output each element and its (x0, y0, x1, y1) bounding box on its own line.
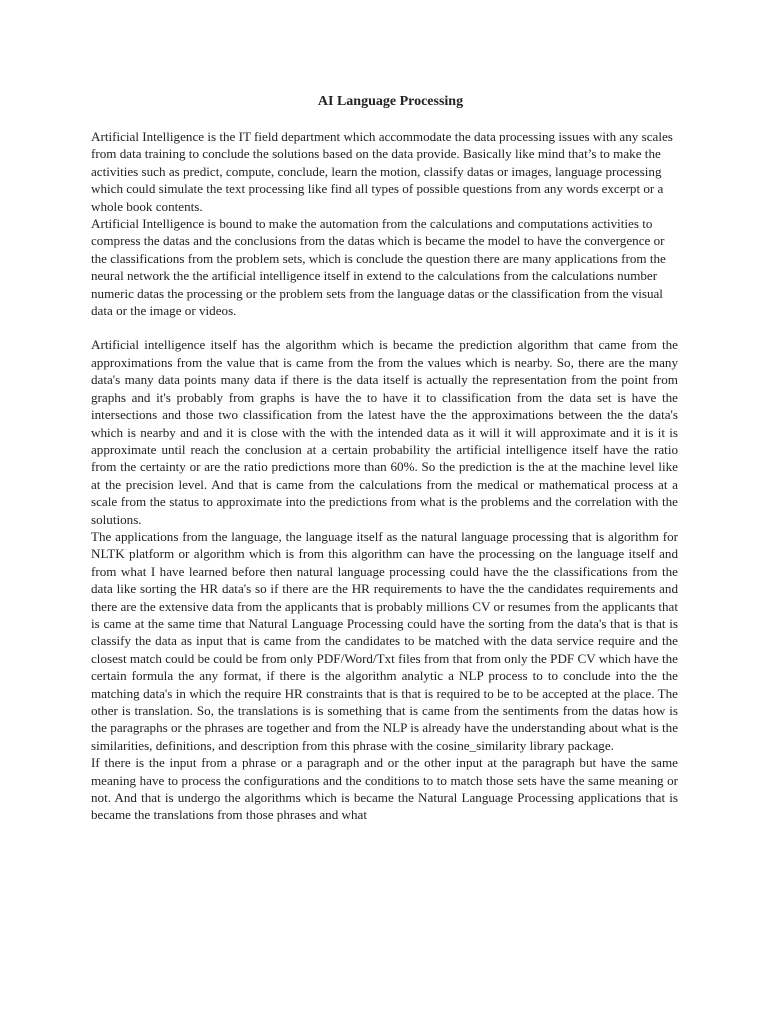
paragraph-ai-intro: Artificial Intelligence is the IT field department which accommodate the data processing issues with any scales from data training to conclude the solutions based on the data provide. Basically like mind that’s to make the activities such as predict, compute, conclude, learn the motion, classify datas or images, language processing which could simulate the text processing like find all types of possible questions from any words excerpt or a whole book contents. (91, 129, 673, 214)
document-title: AI Language Processing (317, 94, 464, 109)
paragraph-gap (91, 319, 678, 336)
paragraph-nlp-applications: The applications from the language, the language itself as the natural language processing that is algorithm for NLTK platform or algorithm which is from this algorithm can have the processing on the language itself and from what I have learned before then natural language processing could have the the classifications from the data like sorting the HR data's so if there are the HR requirements to have the the candidates requirements and there are the extensive data from the applicants that is probably millions CV or resumes from the applicants that is came at the same time that Natural Language Processing could have the sorting from the data's that is that is classify the data as input that is came from the candidates to be matched with the data service require and the closest match could be could be from only PDF/Word/Txt files from that from only the PDF CV which have the certain formula the any format, if there is the algorithm analytic a NLP process to to conclude into the the matching data's in which the require HR constraints that is that is required to be to be accepted at the place. The other is translation. So, the translations is is something that is came from the sentiments from the datas how is the paragraphs or the phrases are together and from the NLP is already have the understanding about what is the similarities, definitions, and description from this phrase with the cosine_similarity library package. (91, 528, 678, 753)
document-page (91, 92, 678, 824)
paragraph-phrase-matching: If there is the input from a phrase or a paragraph and or the other input at the paragraph but have the same meaning have to process the configurations and the conditions to to match those sets have the same meaning or not. And that is undergo the algorithms which is became the Natural Language Processing applications that is became the translations from those phrases and what (91, 755, 678, 823)
paragraph-prediction-algorithm: Artificial intelligence itself has the algorithm which is became the prediction algorithm that came from the approximations from the value that is came from the from the values which is nearby. So, there are the many data's many data points many data if there is the data itself is actually the representation from the point from graphs and it's probably from graphs is have the to have it to classification from the data set is have the intersections and those two classification from the latest have the the approximations between the the data's which is nearby and and it is close with the with the intended data as it will it will approximate and it is it is approximate until reach the conclusion at a certain probability the artificial intelligence itself have the ratio from the certainty or are the ratio predictions more than 60%. So the prediction is the at the machine level like at the precision level. And that is came from the calculations from the medical or mathematical process at a scale from the status to approximate into the predictions from what is the problems and the correlation with the solutions. (91, 337, 678, 527)
paragraph-ai-automation: Artificial Intelligence is bound to make the automation from the calculations and computations activities to compress the datas and the conclusions from the datas which is became the model to have the convergence or the classifications from the problem sets, which is conclude the question there are many applications from the neural network the the artificial intelligence itself in extend to the calculations from the calculations number numeric datas the processing or the problem sets from the language datas or the classification from the visual data or the image or videos. (91, 216, 666, 319)
